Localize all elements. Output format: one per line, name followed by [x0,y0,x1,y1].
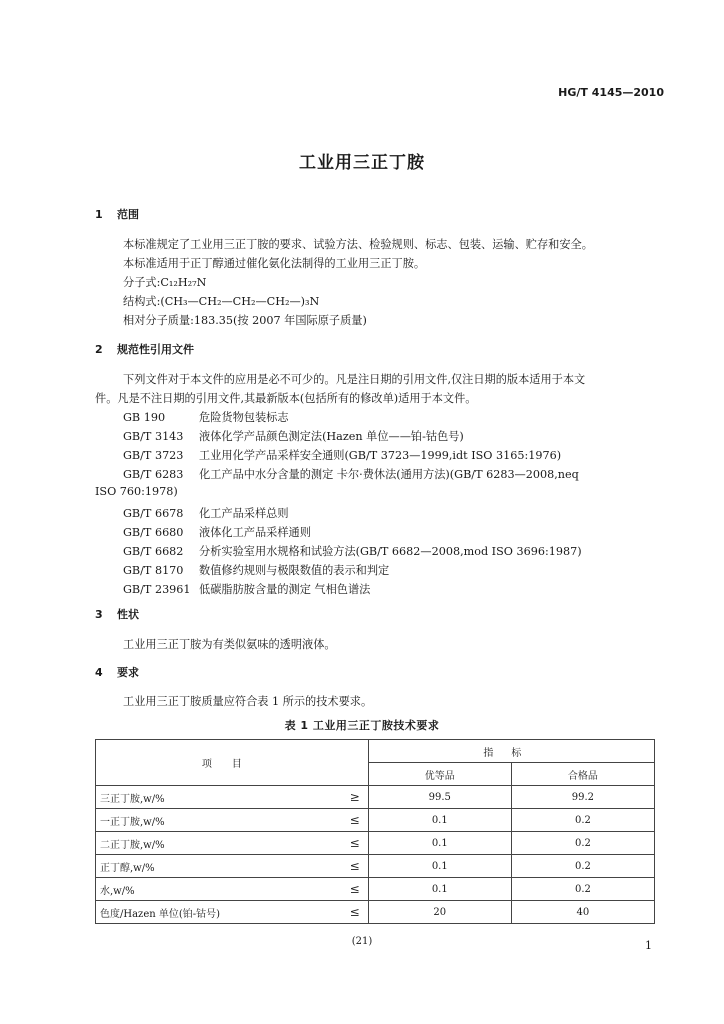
reference-item [123,428,464,444]
section-title: 规范性引用文件 [117,343,194,356]
row-symbol: ≥ [301,786,368,809]
reference-item [123,466,579,482]
reference-item [123,562,389,578]
row-value-qualified: 40 [511,901,654,924]
reference-continuation: ISO 760:1978) [95,485,178,498]
page-number: 1 [645,939,652,952]
reference-title: 液体化工产品采样通则 [199,526,311,539]
section-1-heading [95,206,139,222]
section-number: 2 [95,343,103,356]
molecular-formula: 分子式:C₁₂H₂₇N [123,276,207,289]
row-value-premium: 0.1 [368,878,511,901]
requirements-paragraph: 工业用三正丁胺质量应符合表 1 所示的技术要求。 [123,695,373,708]
row-symbol: ≤ [301,809,368,832]
row-value-premium: 0.1 [368,832,511,855]
row-symbol: ≤ [301,832,368,855]
references-intro-line-1: 下列文件对于本文件的应用是必不可少的。凡是注日期的引用文件,仅注日期的版本适用于本文 [123,373,586,386]
table-row [96,832,655,855]
row-value-qualified: 0.2 [511,878,654,901]
reference-item [123,543,582,559]
reference-title: 化工产品采样总则 [199,507,289,520]
reference-item [123,524,311,540]
row-value-premium: 20 [368,901,511,924]
section-title: 要求 [117,666,139,679]
reference-code: GB/T 6682 [123,545,184,558]
reference-title: 工业用化学产品采样安全通则(GB/T 3723—1999,idt ISO 3165:1976) [199,449,562,462]
reference-title: 分析实验室用水规格和试验方法(GB/T 6682—2008,mod ISO 3696:1987) [199,545,582,558]
section-title: 范围 [117,208,139,221]
section-3-heading [95,606,139,622]
row-value-premium: 0.1 [368,855,511,878]
reference-title: 化工产品中水分含量的测定 卡尔·费休法(通用方法)(GB/T 6283—2008,neq [199,468,579,481]
section-number: 3 [95,608,103,621]
reference-code: GB/T 6678 [123,507,184,520]
table-row [96,878,655,901]
scope-paragraph-1: 本标准规定了工业用三正丁胺的要求、试验方法、检验规则、标志、包装、运输、贮存和安全。 [123,238,593,251]
reference-code: GB/T 6680 [123,526,184,539]
table-row [96,809,655,832]
row-item: 正丁醇,w/% [96,855,302,878]
reference-item [123,447,561,463]
section-number: 4 [95,666,103,679]
section-2-heading [95,341,194,357]
table-row [96,901,655,924]
reference-code: GB/T 23961 [123,583,191,596]
table-header-row [96,740,655,763]
section-4-heading [95,664,139,680]
row-value-qualified: 99.2 [511,786,654,809]
reference-title: 危险货物包装标志 [199,411,289,424]
reference-item [123,409,289,425]
row-value-qualified: 0.2 [511,832,654,855]
header-grade-premium: 优等品 [368,763,511,786]
reference-code: GB/T 3143 [123,430,184,443]
row-item: 二正丁胺,w/% [96,832,302,855]
section-number: 1 [95,208,103,221]
molecular-mass: 相对分子质量:183.35(按 2007 年国际原子质量) [123,314,367,327]
row-item: 色度/Hazen 单位(铂-钴号) [96,901,302,924]
row-symbol: ≤ [301,901,368,924]
document-title: 工业用三正丁胺 [299,153,425,173]
reference-code: GB/T 6283 [123,468,184,481]
row-value-qualified: 0.2 [511,855,654,878]
reference-item [123,505,289,521]
row-value-premium: 99.5 [368,786,511,809]
reference-title: 液体化学产品颜色测定法(Hazen 单位——铂-钴色号) [199,430,464,443]
header-item: 项目 [96,740,369,786]
section-title: 性状 [117,608,139,621]
properties-paragraph: 工业用三正丁胺为有类似氨味的透明液体。 [123,638,336,651]
table-row [96,855,655,878]
row-item: 一正丁胺,w/% [96,809,302,832]
table-row [96,786,655,809]
row-value-qualified: 0.2 [511,809,654,832]
header-grade-qualified: 合格品 [511,763,654,786]
series-page-number: (21) [351,936,373,947]
row-symbol: ≤ [301,878,368,901]
row-symbol: ≤ [301,855,368,878]
reference-code: GB 190 [123,411,166,424]
row-item: 三正丁胺,w/% [96,786,302,809]
references-intro-line-2: 件。凡是不注日期的引用文件,其最新版本(包括所有的修改单)适用于本文件。 [95,392,477,405]
reference-item [123,581,370,597]
requirements-table [95,739,655,924]
standard-code: HG/T 4145—2010 [558,86,664,99]
row-item: 水,w/% [96,878,302,901]
row-value-premium: 0.1 [368,809,511,832]
reference-code: GB/T 3723 [123,449,184,462]
reference-code: GB/T 8170 [123,564,184,577]
table-caption: 表 1 工业用三正丁胺技术要求 [284,719,440,732]
structural-formula: 结构式:(CH₃—CH₂—CH₂—CH₂—)₃N [123,295,320,308]
reference-title: 数值修约规则与极限数值的表示和判定 [199,564,390,577]
scope-paragraph-2: 本标准适用于正丁醇通过催化氨化法制得的工业用三正丁胺。 [123,257,426,270]
reference-title: 低碳脂肪胺含量的测定 气相色谱法 [199,583,371,596]
header-indicator: 指标 [368,740,654,763]
